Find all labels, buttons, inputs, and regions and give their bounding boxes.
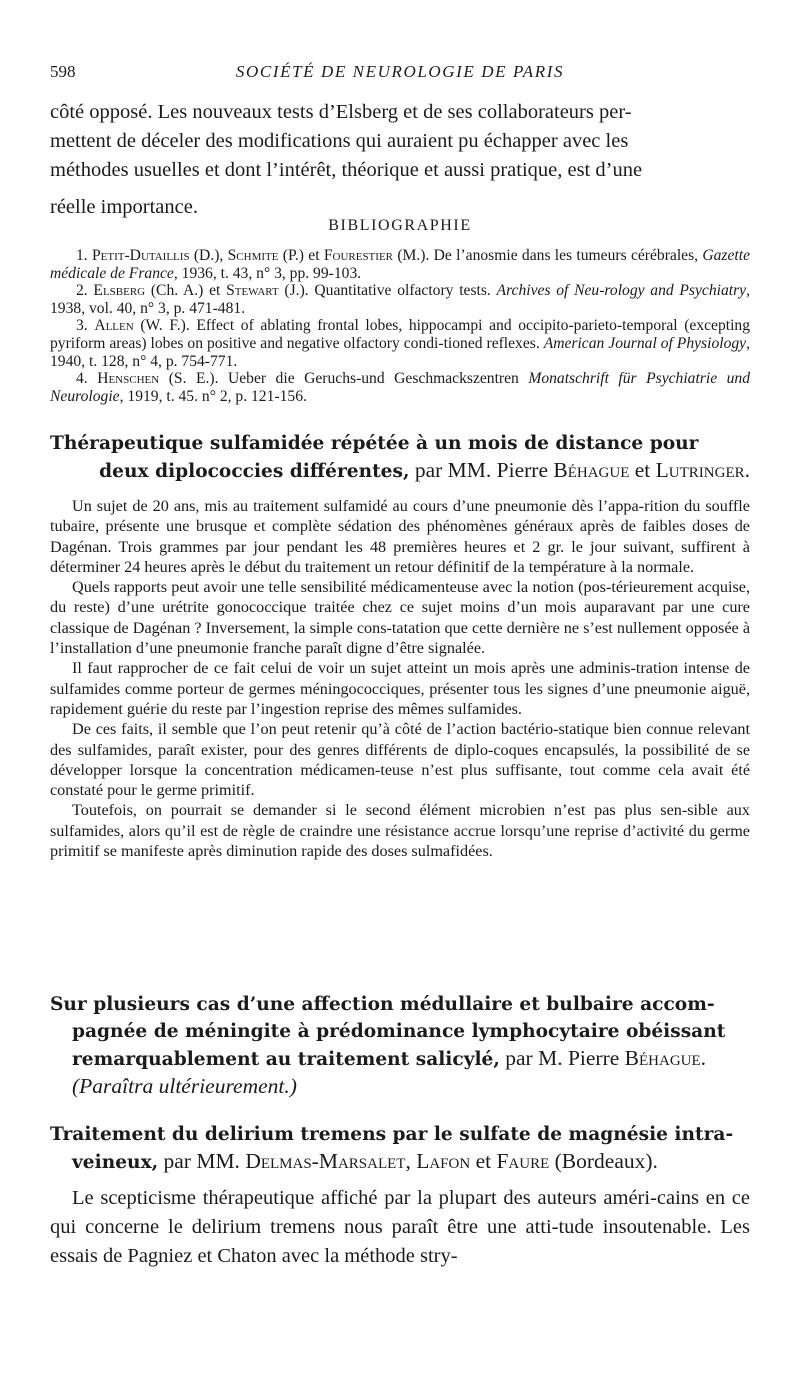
article-note: (Paraîtra ultérieurement.): [72, 1074, 297, 1098]
body-paragraph: De ces faits, il semble que l’on peut retenir qu’à côté de l’action bactério-statique bien connue relevant des sulfamides, paraît exister, pour des genres différents de diplo-coques encapsulés, la possibilité de se développer lorsque la concentration médicamen-teuse n’est plus suffisante, tout comme cela avait été constaté pour le germe primitif.: [50, 720, 750, 800]
body-paragraph: Toutefois, on pourrait se demander si le second élément microbien n’est pas plus sen-sible aux sulfamides, alors qu’il est de règle de craindre une résistance accrue lorsqu’une reprise d’activité du germe primitif se manifeste après diminution rapide des doses sulmafidées.: [50, 801, 750, 861]
body-paragraph: Quels rapports peut avoir une telle sensibilité médicamenteuse avec la notion (pos-térieurement acquise, du reste) d’une urétrite gonococcique traitée chez ce sujet moins d’un mois auparavant par une cure classique de Dagénan ? Inversement, la simple cons-tatation que cette dernière ne s’est nullement opposée à l’installation d’une pneumonie franche paraît digne d’être signalée.: [50, 578, 750, 658]
bibliography-list: [50, 247, 750, 405]
article-title-line: Sur plusieurs cas d’une affection médullaire et bulbaire accom-: [50, 994, 715, 1015]
article-title-line: Traitement du delirium tremens par le sulfate de magnésie intra-: [50, 1124, 734, 1145]
article-title-line: remarquablement au traitement salicylé, par M. Pierre Béhague.: [72, 1046, 707, 1070]
lead-line: côté opposé. Les nouveaux tests d’Elsberg et de ses collaborateurs per-: [50, 101, 632, 123]
author-name: Henschen: [97, 370, 160, 388]
article-body: [50, 496, 750, 861]
author-name: Lafon: [416, 1149, 471, 1173]
author-name: Schmite: [227, 247, 279, 264]
bibliography-entry: 3. Allen (W. F.). Effect of ablating frontal lobes, hippocampi and occipito-parieto-temporal (excepting pyriform areas) lobes on positive and negative olfactory condi-tioned reflexes. American Journal of Physiology, 1940, t. 128, n° 4, p. 754-771.: [50, 317, 751, 370]
article-title: [50, 1121, 750, 1176]
page-number: 598: [50, 62, 76, 81]
author-name: Delmas-Marsalet: [245, 1149, 406, 1173]
author-name: Béhague: [624, 1046, 701, 1070]
journal-name: Gazette médicale de France: [50, 247, 750, 282]
bibliography-entry: 1. Petit-Dutaillis (D.), Schmite (P.) et Fourestier (M.). De l’anosmie dans les tumeurs cérébrales, Gazette médicale de France, 1936, t. 43, n° 3, pp. 99-103.: [50, 247, 750, 282]
author-name: Faure: [496, 1149, 550, 1173]
lead-line: réelle importance.: [50, 196, 198, 218]
running-head: [50, 62, 750, 86]
author-name: Allen: [94, 317, 134, 335]
article-body: [50, 1184, 750, 1271]
article-title-line: veineux, par MM. Delmas-Marsalet, Lafon et Faure (Bordeaux).: [72, 1149, 658, 1173]
bibliography-entry: 2. Elsberg (Ch. A.) et Stewart (J.). Quantitative olfactory tests. Archives of Neu-rology and Psychiatry, 1938, vol. 40, n° 3, p. 471-481.: [50, 282, 750, 317]
article-title-line: Thérapeutique sulfamidée répétée à un mois de distance pour: [50, 433, 699, 454]
author-name: Stewart: [226, 282, 279, 300]
lead-line: méthodes usuelles et dont l’intérêt, théorique et aussi pratique, est d’une: [50, 159, 643, 181]
body-paragraph: Un sujet de 20 ans, mis au traitement sulfamidé au cours d’une pneumonie dès l’appa-rition du souffle tubaire, présente une brusque et complète sédation des phénomènes généraux après de faibles doses de Dagénan. Trois grammes par jour pendant les 48 premières heures et 2 gr. le jour suivant, suffirent à déterminer 24 heures après le début du traitement un retour définitif de la température à la normale.: [50, 497, 750, 576]
author-name: Lutringer: [655, 458, 745, 482]
body-paragraph: Le scepticisme thérapeutique affiché par la plupart des auteurs améri-cains en ce qui concerne le delirium tremens nous paraît être une atti-tude insoutenable. Les essais de Pagniez et Chaton avec la méthode stry-: [50, 1187, 750, 1267]
journal-name: American Journal of Physiology: [543, 334, 747, 352]
journal-name: Archives of Neu-rology and Psychiatry: [496, 282, 747, 300]
body-paragraph: Il faut rapprocher de ce fait celui de voir un sujet atteint un mois après une adminis-tration intense de sulfamides comme porteur de germes méningococciques, présenter tous les signes d’une pneumonie aiguë, rapidement guérie du reste par l’ingestion reprise des mêmes sulfamides.: [50, 659, 750, 718]
bibliography-entry: 4. Henschen (S. E.). Ueber die Geruchs-und Geschmackszentren Monatschrift für Psychiatrie und Neurologie, 1919, t. 45. n° 2, p. 121-156.: [50, 370, 751, 405]
article-title-line: deux diplococcies différentes, par MM. Pierre Béhague et Lutringer.: [99, 458, 750, 482]
author-name: Elsberg: [93, 282, 146, 300]
author-name: Petit-Dutaillis: [92, 247, 190, 264]
author-name: Béhague: [553, 458, 630, 482]
bibliography-heading: BIBLIOGRAPHIE: [328, 217, 472, 234]
journal-name: Monatschrift für Psychiatrie und Neurologie: [50, 370, 751, 405]
article-title: [50, 430, 750, 485]
article-title: [50, 991, 750, 1100]
lead-paragraph: [50, 98, 750, 222]
author-name: Fourestier: [323, 247, 394, 264]
lead-line: mettent de déceler des modifications qui auraient pu échapper avec les: [50, 130, 629, 152]
article-title-line: pagnée de méningite à prédominance lymphocytaire obéissant: [72, 1021, 726, 1042]
journal-title: SOCIÉTÉ DE NEUROLOGIE DE PARIS: [235, 62, 565, 81]
